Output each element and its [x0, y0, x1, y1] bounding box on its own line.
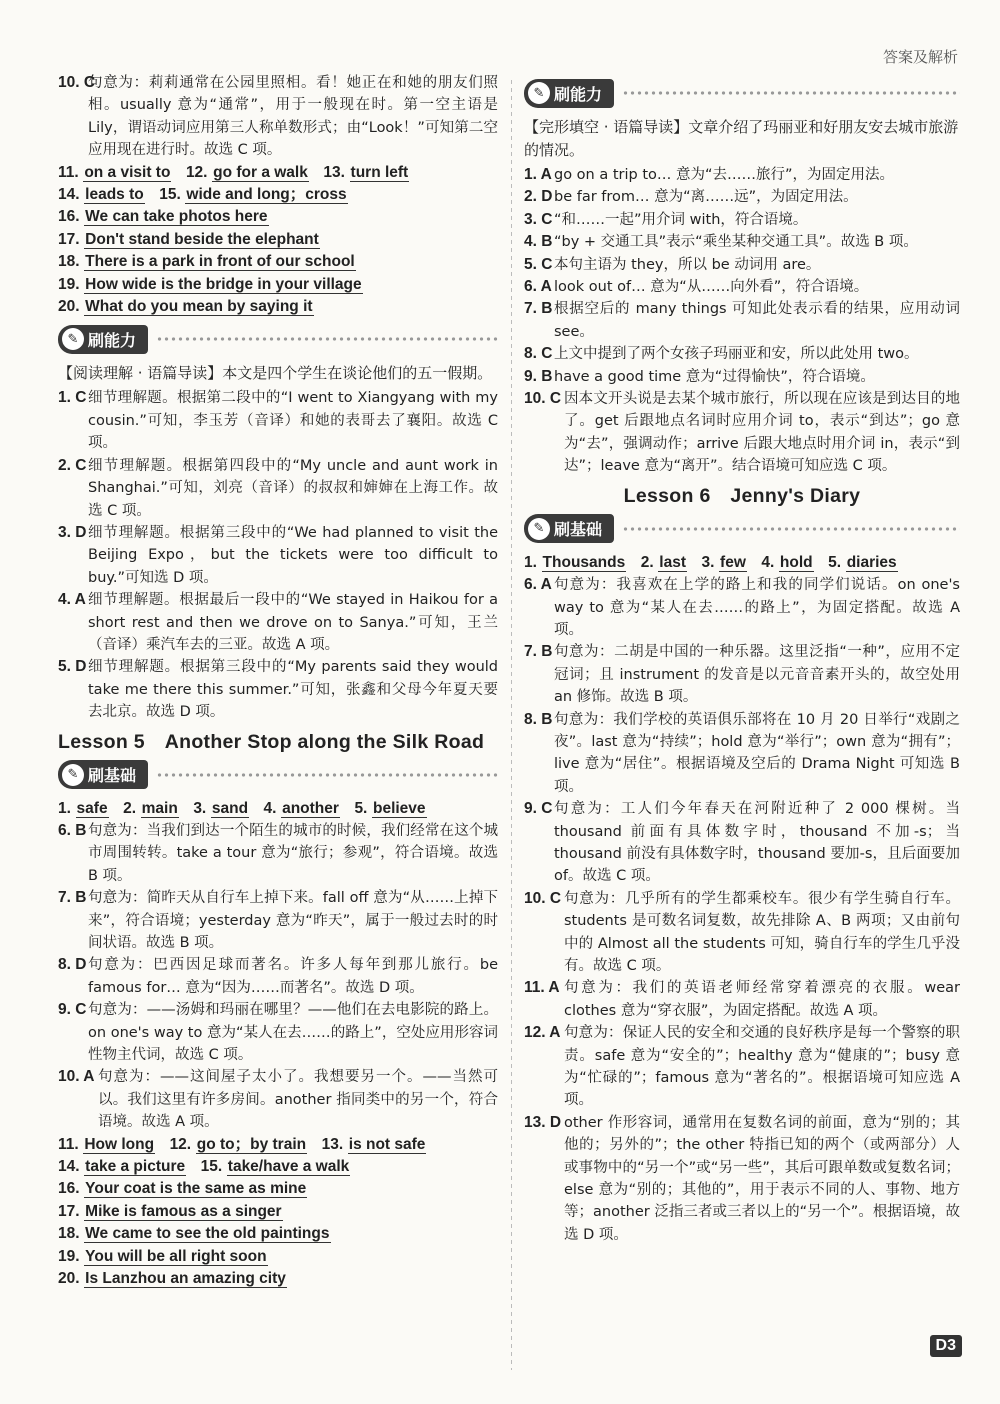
column-divider: [511, 80, 512, 1370]
item-number: 3. D: [58, 523, 87, 541]
item-number: 10. A: [58, 1068, 95, 1086]
item-number: 17.: [58, 230, 80, 248]
item-text: be far from… 意为“离……远”，为固定用法。: [554, 189, 858, 206]
item-number: 14.: [58, 186, 80, 204]
dotted-rule: [622, 527, 960, 531]
answer-item: [524, 209, 960, 231]
passage-intro: 【完形填空 · 语篇导读】文章介绍了玛丽亚和好朋友安去城市旅游的情况。: [524, 118, 959, 159]
item-text: 句意为：——汤姆和玛丽在哪里？——他们在去电影院的路上。on one's way to 意为“某人在去……的路上”，空处应用形容词性物主代词，故选 C 项。: [88, 1002, 498, 1064]
item-text: 句意为：——这间屋子太小了。我想要另一个。——当然可以。我们这里有许多房间。another 指同类中的另一个，符合语境。故选 A 项。: [98, 1069, 498, 1131]
answer-item: [524, 276, 960, 298]
item-number: 13. D: [524, 1113, 562, 1131]
item-text: 句意为：我们学校的英语俱乐部将在 10 月 20 日举行“戏剧之夜”。last 意为“持续”；hold 意为“举行”；own 意为“拥有”；live 意为“居住”。根据语境及空后的 Drama Night 可知选 B 项。: [554, 711, 960, 795]
item-number: 5.: [828, 553, 842, 571]
brush-icon: ✎: [528, 82, 550, 104]
answer-item: [58, 1066, 498, 1133]
item-number: 15.: [159, 186, 181, 204]
section-badge: [58, 325, 148, 354]
answer-text: Thousands: [542, 553, 626, 571]
item-number: 17.: [58, 1202, 80, 1220]
answer-item: [58, 820, 498, 887]
item-number: 11. A: [524, 979, 560, 997]
brush-icon: ✎: [62, 328, 84, 350]
item-number: 20.: [58, 1270, 80, 1288]
item-text: 细节理解题。根据第三段中的“My parents said they would take me there this summer.”可知，张鑫和父母今年夏天要去北京。故选 D 项。: [88, 659, 498, 721]
answer-text: What do you mean by saying it: [85, 298, 313, 316]
answer-item: [58, 455, 498, 522]
section-header: [524, 512, 960, 546]
item-text: have a good time 意为“过得愉快”，符合语境。: [554, 368, 875, 385]
answer-list: [58, 387, 498, 723]
section-badge: [524, 79, 614, 108]
answer-item: [524, 641, 960, 708]
answer-item: [524, 977, 960, 1022]
answer-item: [524, 1022, 960, 1112]
answer-item: [58, 999, 498, 1066]
item-text: 根据空后的 many things 可知此处表示看的结果，应用动词 see。: [554, 301, 960, 340]
answer-item: [524, 343, 960, 365]
item-number: 19.: [58, 1247, 80, 1265]
answer-text: Mike is famous as a singer: [85, 1202, 282, 1220]
fill-line: [58, 1201, 498, 1223]
item-number: 7. B: [524, 300, 553, 318]
item-text: 细节理解题。根据第三段中的“We had planned to visit the Beijing Expo，but the tickets were too difficult to buy.”可知选 D 项。: [88, 524, 498, 586]
badge-label: 刷能力: [88, 330, 137, 350]
answer-item: [58, 522, 498, 589]
answer-item: [58, 887, 498, 954]
item-text: 句意为：简昨天从自行车上掉下来。fall off 意为“从……上掉下来”，符合语境；yesterday 意为“昨天”，属于一般过去时的时间状语。故选 B 项。: [88, 890, 498, 951]
item-number: 9. C: [524, 800, 553, 818]
item-text: 细节理解题。根据第二段中的“I went to Xiangyang with my cousin.”可知，李玉芳（音译）和她的表哥去了襄阳。故选 C 项。: [88, 390, 498, 452]
fill-line: [58, 1178, 498, 1200]
item-number: 5. C: [524, 255, 553, 273]
item-number: 3.: [193, 799, 207, 817]
answer-item: [58, 72, 498, 162]
item-number: 3. C: [524, 210, 553, 228]
item-number: 2.: [640, 553, 654, 571]
item-number: 10. C: [524, 889, 562, 907]
fill-answers: [58, 162, 498, 319]
answer-item: [524, 231, 960, 253]
brush-icon: ✎: [62, 764, 84, 786]
item-number: 4.: [761, 553, 775, 571]
answer-text: another: [282, 799, 339, 817]
answer-item: [524, 798, 960, 888]
answer-text: There is a park in front of our school: [85, 253, 355, 271]
answer-item: [524, 298, 960, 343]
fill-line: [58, 251, 498, 273]
item-text: 句意为：几乎所有的学生都乘校车。很少有学生骑自行车。students 是可数名词复数，故先排除 A、B 两项；又由前句中的 Almost all the students 可知，骑自行车的学生几乎没有。故选 C 项。: [564, 890, 960, 974]
item-number: 5. D: [58, 658, 87, 676]
item-number: 7. B: [58, 889, 87, 907]
item-number: 8. D: [58, 956, 87, 974]
item-number: 4.: [263, 799, 277, 817]
answer-item: [524, 574, 960, 641]
answer-text: take a picture: [85, 1158, 186, 1176]
fill-line: [58, 1268, 498, 1290]
item-number: 4. A: [58, 591, 86, 609]
item-number: 12.: [185, 163, 208, 181]
item-number: 18.: [58, 1225, 80, 1243]
answer-item: [524, 388, 960, 478]
answer-text: We came to see the old paintings: [85, 1225, 330, 1243]
fill-line: [58, 229, 498, 251]
fill-line: [58, 296, 498, 318]
item-text: 因本文开头说是去某个城市旅行，所以现在应该是到达目的地了。get 后跟地点名词时应用介词 to，表示“到达”；go 意为“去”，强调动作；arrive 后跟大地点时用介词 in，表示“到达”；leave 意为“离开”。结合语境可知应选 C 项。: [564, 391, 960, 475]
section-header: [58, 322, 498, 356]
answer-text: is not safe: [348, 1135, 426, 1153]
answer-text: safe: [76, 799, 108, 817]
item-number: 1. C: [58, 389, 87, 407]
fill-answers: [58, 798, 498, 820]
lesson-title: Lesson 5 Another Stop along the Silk Road: [58, 730, 485, 753]
fill-answers: [524, 552, 960, 574]
header-label: 答案及解析: [882, 48, 958, 66]
item-text: 句意为：二胡是中国的一种乐器。这里泛指“一种”，应用不定冠词；且 instrument 的发音是以元音音素开头的，故空处用 an 修饰。故选 B 项。: [554, 644, 960, 706]
item-text: “和……一起”用介词 with，符合语境。: [554, 211, 808, 228]
item-number: 11.: [58, 1135, 79, 1153]
item-number: 6. A: [524, 278, 552, 296]
right-column: [524, 72, 960, 1246]
section-badge: [524, 514, 614, 543]
left-column: [58, 72, 498, 1291]
dotted-rule: [156, 773, 498, 777]
dotted-rule: [622, 91, 960, 95]
brush-icon: ✎: [528, 518, 550, 540]
item-number: 6. B: [58, 821, 87, 839]
answer-item: [524, 1112, 960, 1246]
item-number: 20.: [58, 298, 80, 316]
item-number: 4. B: [524, 233, 553, 251]
answer-item: [524, 254, 960, 276]
section-badge: [58, 760, 148, 789]
item-number: 19.: [58, 275, 80, 293]
item-text: look out of… 意为“从……向外看”，符合语境。: [554, 279, 869, 296]
answer-text: You will be all right soon: [85, 1247, 267, 1265]
item-number: 10. C: [524, 390, 562, 408]
item-text: 细节理解题。根据第四段中的“My uncle and aunt work in Shanghai.”可知，刘亮（音译）的叔叔和婶婶在上海工作。故选 C 项。: [88, 457, 498, 519]
answer-item: [524, 709, 960, 799]
answer-text: turn left: [350, 163, 409, 181]
item-text: 句意为：我喜欢在上学的路上和我的同学们说话。on one's way to 意为“某人在去……的路上”，为固定搭配。故选 A 项。: [554, 577, 960, 638]
fill-line: [524, 552, 960, 574]
item-text: “by + 交通工具”表示“乘坐某种交通工具”。故选 B 项。: [554, 234, 918, 251]
fill-line: [58, 184, 498, 206]
answer-text: main: [141, 799, 178, 817]
answer-text: few: [720, 553, 746, 571]
answer-text: How long: [84, 1135, 155, 1153]
answer-text: We can take photos here: [85, 208, 268, 226]
fill-line: [58, 274, 498, 296]
answer-text: on a visit to: [84, 163, 171, 181]
badge-label: 刷基础: [88, 766, 137, 786]
item-number: 12.: [169, 1135, 192, 1153]
item-number: 8. B: [524, 710, 553, 728]
answer-list: [58, 820, 498, 1134]
answer-text: Your coat is the same as mine: [85, 1180, 307, 1198]
item-number: 9. B: [524, 367, 553, 385]
item-number: 9. C: [58, 1001, 87, 1019]
item-text: 句意为：莉莉通常在公园里照相。看！她正在和她的朋友们照相。usually 意为“通常”，用于一般现在时。第一空主语是 Lily，谓语动词应用第三人称单数形式；由“Look！”可知第二空应用现在进行时。故选 C 项。: [88, 75, 498, 159]
answer-text: go to；by train: [196, 1135, 307, 1153]
fill-line: [58, 1246, 498, 1268]
answer-item: [524, 164, 960, 186]
dotted-rule: [156, 337, 498, 341]
item-text: 上文中提到了两个女孩子玛丽亚和安，所以此处用 two。: [554, 346, 919, 363]
fill-line: [58, 798, 498, 820]
item-number: 13.: [323, 163, 345, 181]
item-number: 1.: [524, 553, 537, 571]
item-text: 本句主语为 they，所以 be 动词用 are。: [554, 256, 821, 273]
answer-text: go for a walk: [213, 163, 308, 181]
item-number: 6. A: [524, 576, 552, 594]
answer-item: [524, 888, 960, 978]
item-number: 18.: [58, 253, 80, 271]
answer-text: wide and long；cross: [186, 186, 347, 204]
item-number: 1. A: [524, 166, 552, 183]
answer-text: hold: [779, 553, 813, 571]
lesson-title: Lesson 6 Jenny's Diary: [623, 484, 861, 507]
item-number: 3.: [701, 553, 715, 571]
item-number: 14.: [58, 1158, 80, 1176]
item-number: 10. C: [58, 74, 96, 91]
answer-text: sand: [211, 799, 249, 817]
item-number: 16.: [58, 208, 80, 226]
badge-label: 刷能力: [554, 84, 603, 104]
item-text: go on a trip to… 意为“去……旅行”，为固定用法。: [554, 167, 895, 183]
item-text: 句意为：我们的英语老师经常穿着漂亮的衣服。wear clothes 意为“穿衣服”，为固定搭配。故选 A 项。: [564, 980, 960, 1019]
item-number: 5.: [354, 799, 368, 817]
answer-text: How wide is the bridge in your village: [85, 275, 362, 293]
item-number: 12. A: [524, 1024, 561, 1042]
item-number: 2. C: [58, 456, 87, 474]
item-number: 7. B: [524, 643, 553, 661]
badge-label: 刷基础: [554, 520, 603, 540]
item-number: 13.: [321, 1135, 344, 1153]
item-text: 句意为：保证人民的安全和交通的良好秩序是每一个警察的职责。safe 意为“安全的”；healthy 意为“健康的”；busy 意为“忙碌的”；famous 意为“著名的”。根据语境可知应选 A 项。: [564, 1025, 960, 1109]
passage-intro: 【阅读理解 · 语篇导读】本文是四个学生在谈论他们的五一假期。: [58, 364, 493, 383]
answer-text: last: [659, 553, 686, 571]
item-text: 句意为：当我们到达一个陌生的城市的时候，我们经常在这个城市周围转转。take a tour 意为“旅行；参观”，符合语境。故选 B 项。: [88, 822, 498, 884]
answer-item: [524, 366, 960, 388]
answer-item: [58, 656, 498, 723]
answer-text: Is Lanzhou an amazing city: [85, 1270, 286, 1288]
item-number: 16.: [58, 1180, 80, 1198]
fill-answers: [58, 1134, 498, 1291]
item-text: 细节理解题。根据最后一段中的“We stayed in Haikou for a short rest and then we drove on to Sanya.”可知，王兰（音译）乘汽车去的三亚。故选 A 项。: [88, 592, 498, 653]
item-text: 句意为：工人们今年春天在河附近种了 2 000 棵树。当 thousand 前面有具体数字时，thousand 不加-s；当 thousand 前没有具体数字时，thousand 要加-s，且后面要加 of。故选 C 项。: [554, 801, 960, 885]
section-header: [524, 76, 960, 110]
item-text: other 作形容词，通常用在复数名词的前面，意为“别的；其他的；另外的”；the other 特指已知的两个（或两部分）人或事物中的“另一个”或“另一些”，其后可跟单数或复数名词；else 意为“别的；其他的”，用于表示不同的人、事物、地方等；another 泛指三者或三者以上的“另一个”。根据语境，故选 D 项。: [564, 1114, 960, 1243]
fill-line: [58, 1134, 498, 1156]
answer-list: [524, 574, 960, 1246]
answer-item: [58, 954, 498, 999]
item-number: 1.: [58, 799, 71, 817]
answer-item: [58, 387, 498, 454]
fill-line: [58, 1223, 498, 1245]
answer-list: [524, 164, 960, 478]
answer-item: [524, 186, 960, 208]
item-number: 2.: [123, 799, 137, 817]
answer-item: [58, 589, 498, 656]
item-number: 11.: [58, 163, 79, 181]
answer-text: leads to: [85, 186, 144, 204]
answer-text: Don't stand beside the elephant: [85, 230, 319, 248]
item-text: 句意为：巴西因足球而著名。许多人每年到那儿旅行。be famous for… 意为“因为……而著名”。故选 D 项。: [88, 957, 498, 996]
answer-text: diaries: [846, 553, 897, 571]
fill-line: [58, 162, 498, 184]
fill-line: [58, 1156, 498, 1178]
item-number: 2. D: [524, 188, 553, 206]
fill-line: [58, 206, 498, 228]
page-number: D3: [930, 1335, 962, 1357]
answer-text: take/have a walk: [227, 1158, 350, 1176]
item-number: 15.: [200, 1158, 223, 1176]
item-number: 8. C: [524, 345, 553, 363]
answer-text: believe: [372, 799, 426, 817]
section-header: [58, 758, 498, 792]
